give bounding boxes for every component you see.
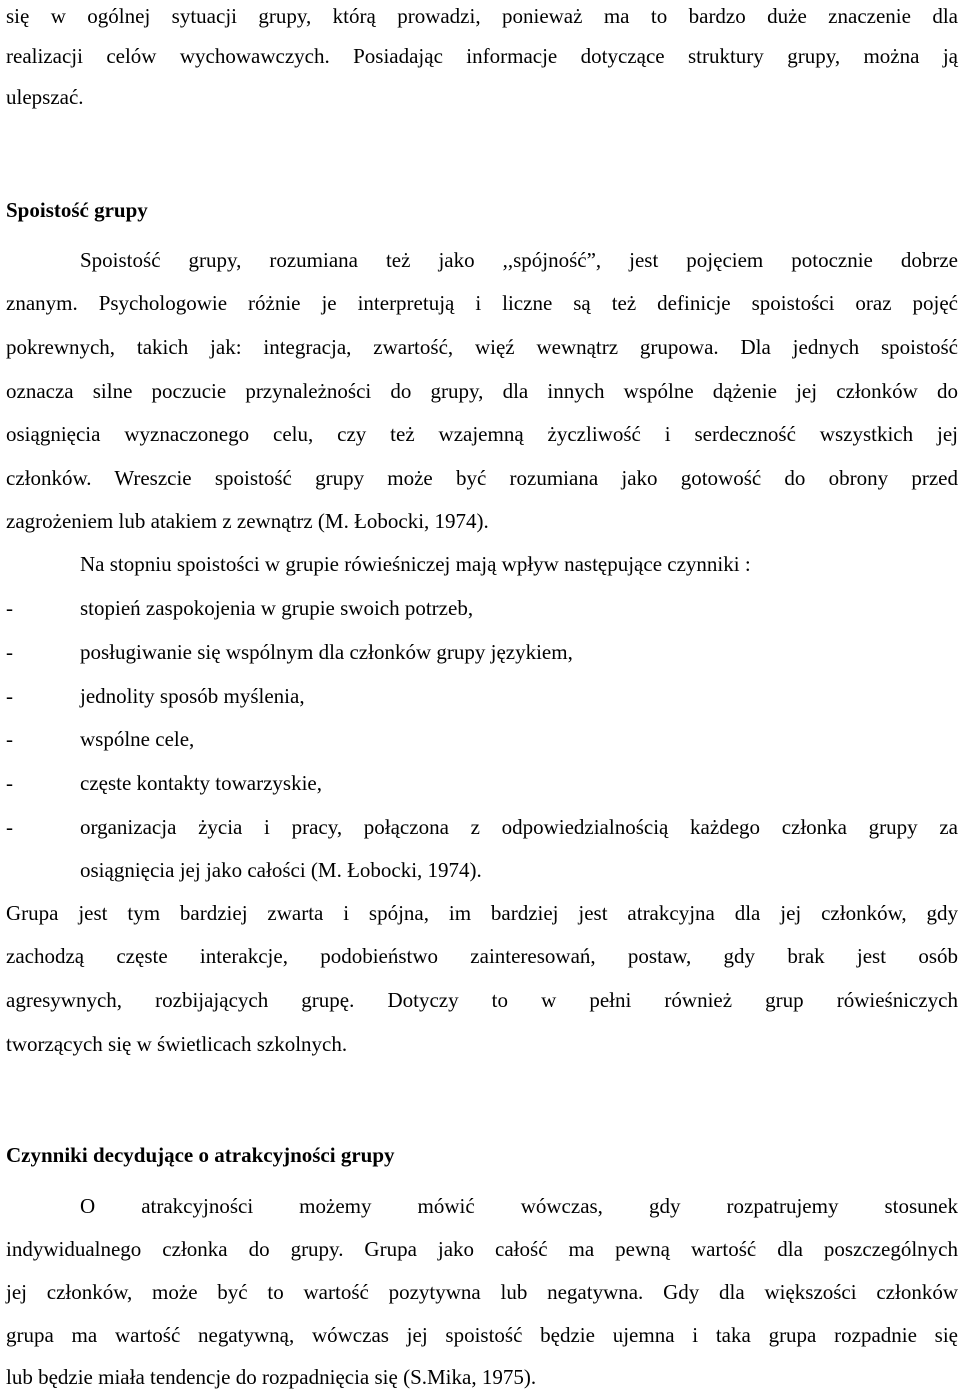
text-line: osiągnięcia wyznaczonego celu, czy też wzajemną życzliwość i serdeczność wszystkich jej bbox=[6, 422, 958, 446]
text-line: pokrewnych, takich jak: integracja, zwartość, więź wewnątrz grupowa. Dla jednych spoistość bbox=[6, 335, 958, 359]
list-dash: - bbox=[6, 815, 13, 839]
list-item-text: organizacja życia i pracy, połączona z odpowiedzialnością każdego członka grupy za bbox=[80, 815, 958, 839]
list-dash: - bbox=[6, 640, 13, 664]
text-line: agresywnych, rozbijających grupę. Dotyczy to w pełni również grup rówieśniczych bbox=[6, 988, 958, 1012]
list-dash: - bbox=[6, 596, 13, 620]
text-line: tworzących się w świetlicach szkolnych. bbox=[6, 1032, 348, 1056]
list-item-text: wspólne cele, bbox=[80, 727, 195, 751]
text-line: grupa ma wartość negatywną, wówczas jej spoistość będzie ujemna i taka grupa rozpadnie się bbox=[6, 1323, 958, 1347]
text-line: członków. Wreszcie spoistość grupy może być rozumiana jako gotowość do obrony przed bbox=[6, 466, 958, 490]
list-item-text: stopień zaspokojenia w grupie swoich potrzeb, bbox=[80, 596, 474, 620]
list-item-continuation: osiągnięcia jej jako całości (M. Łobocki, 1974). bbox=[80, 858, 482, 882]
text-line: zagrożeniem lub atakiem z zewnątrz (M. Łobocki, 1974). bbox=[6, 509, 489, 533]
text-line: Grupa jest tym bardziej zwarta i spójna, im bardziej jest atrakcyjna dla jej członków, gdy bbox=[6, 901, 958, 925]
section-heading-atrakcyjnosc: Czynniki decydujące o atrakcyjności grupy bbox=[6, 1143, 395, 1167]
text-line: indywidualnego członka do grupy. Grupa jako całość ma pewną wartość dla poszczególnych bbox=[6, 1237, 958, 1261]
text-line: oznacza silne poczucie przynależności do grupy, dla innych wspólne dążenie jej członków do bbox=[6, 379, 958, 403]
text-line: realizacji celów wychowawczych. Posiadając informacje dotyczące struktury grupy, można ją bbox=[6, 44, 958, 68]
text-line: ulepszać. bbox=[6, 85, 84, 109]
text-line: się w ogólnej sytuacji grupy, którą prowadzi, ponieważ ma to bardzo duże znaczenie dla bbox=[6, 4, 958, 28]
list-dash: - bbox=[6, 727, 13, 751]
list-item-text: jednolity sposób myślenia, bbox=[80, 684, 305, 708]
text-line: O atrakcyjności możemy mówić wówczas, gdy rozpatrujemy stosunek bbox=[80, 1194, 958, 1218]
text-line: zachodzą częste interakcje, podobieństwo zainteresowań, postaw, gdy brak jest osób bbox=[6, 944, 958, 968]
list-intro: Na stopniu spoistości w grupie rówieśniczej mają wpływ następujące czynniki : bbox=[80, 552, 751, 576]
list-dash: - bbox=[6, 771, 13, 795]
section-heading-spoistosc: Spoistość grupy bbox=[6, 198, 148, 222]
list-item-text: częste kontakty towarzyskie, bbox=[80, 771, 322, 795]
text-line: Spoistość grupy, rozumiana też jako ,,spójność”, jest pojęciem potocznie dobrze bbox=[80, 248, 958, 272]
list-dash: - bbox=[6, 684, 13, 708]
text-line: jej członków, może być to wartość pozytywna lub negatywna. Gdy dla większości członków bbox=[6, 1280, 958, 1304]
list-item-text: posługiwanie się wspólnym dla członków grupy językiem, bbox=[80, 640, 573, 664]
text-line: lub będzie miała tendencje do rozpadnięcia się (S.Mika, 1975). bbox=[6, 1365, 537, 1389]
text-line: znanym. Psychologowie różnie je interpretują i liczne są też definicje spoistości oraz pojęć bbox=[6, 291, 958, 315]
